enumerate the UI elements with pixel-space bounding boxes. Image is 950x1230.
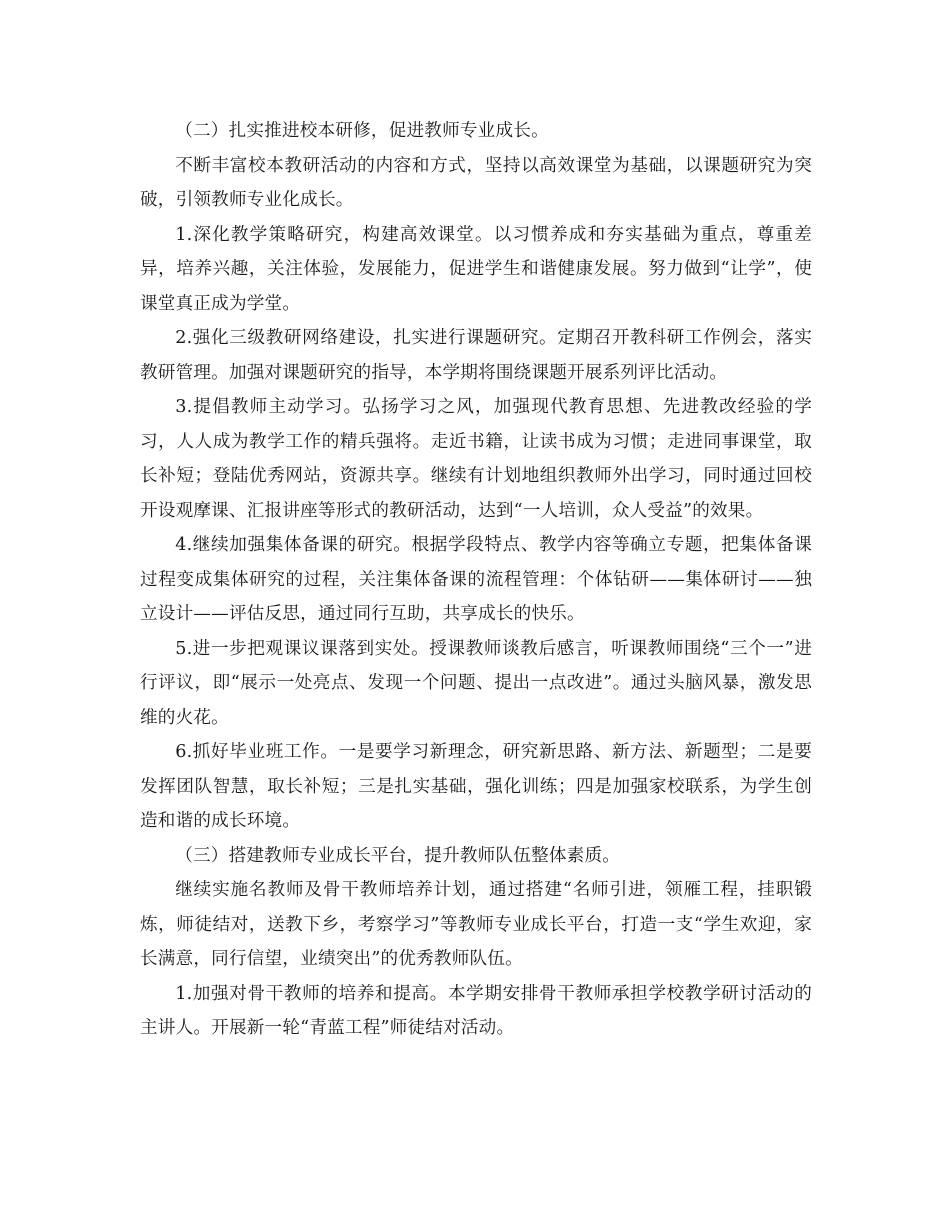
document-body (140, 114, 812, 1046)
list-item: 1.加强对骨干教师的培养和提高。本学期安排骨干教师承担学校教学研讨活动的主讲人。开展新一轮“青蓝工程”师徒结对活动。 (140, 983, 812, 1038)
section-heading-2: （二）扎实推进校本研修，促进教师专业成长。 (175, 121, 549, 141)
section-heading-3: （三）搭建教师专业成长平台，提升教师队伍整体素质。 (175, 845, 621, 866)
paragraph: 继续实施名教师及骨干教师培养计划，通过搭建“名师引进，领雁工程，挂职锻炼，师徒结对，送教下乡，考察学习”等教师专业成长平台，打造一支“学生欢迎，家长满意，同行信望，业绩突出”的优秀教师队伍。 (140, 880, 812, 969)
list-item: 5.进一步把观课议课落到实处。授课教师谈教后感言，听课教师围绕“三个一”进行评议，即“展示一处亮点、发现一个问题、提出一点改进”。通过头脑风暴，激发思维的火花。 (140, 638, 812, 728)
paragraph: 不断丰富校本教研活动的内容和方式，坚持以高效课堂为基础，以课题研究为突破，引领教师专业化成长。 (140, 155, 812, 210)
list-item: 2.强化三级教研网络建设，扎实进行课题研究。定期召开教科研工作例会，落实教研管理。加强对课题研究的指导，本学期将围绕课题开展系列评比活动。 (140, 328, 812, 383)
list-item: 3.提倡教师主动学习。弘扬学习之风，加强现代教育思想、先进教改经验的学习，人人成为教学工作的精兵强将。走近书籍，让读书成为习惯；走进同事课堂，取长补短；登陆优秀网站，资源共享。继续有计划地组织教师外出学习，同时通过回校开设观摩课、汇报讲座等形式的教研活动，达到“一人培训，众人受益”的效果。 (140, 397, 812, 521)
list-item: 6.抓好毕业班工作。一是要学习新理念，研究新思路、新方法、新题型；二是要发挥团队智慧，取长补短；三是扎实基础，强化训练；四是加强家校联系，为学生创造和谐的成长环境。 (140, 742, 812, 831)
list-item: 1.深化教学策略研究，构建高效课堂。以习惯养成和夯实基础为重点，尊重差异，培养兴趣，关注体验，发展能力，促进学生和谐健康发展。努力做到“让学”，使课堂真正成为学堂。 (140, 224, 812, 314)
list-item: 4.继续加强集体备课的研究。根据学段特点、教学内容等确立专题，把集体备课过程变成集体研究的过程，关注集体备课的流程管理：个体钻研——集体研讨——独立设计——评估反思，通过同行互助，共享成长的快乐。 (140, 535, 812, 624)
